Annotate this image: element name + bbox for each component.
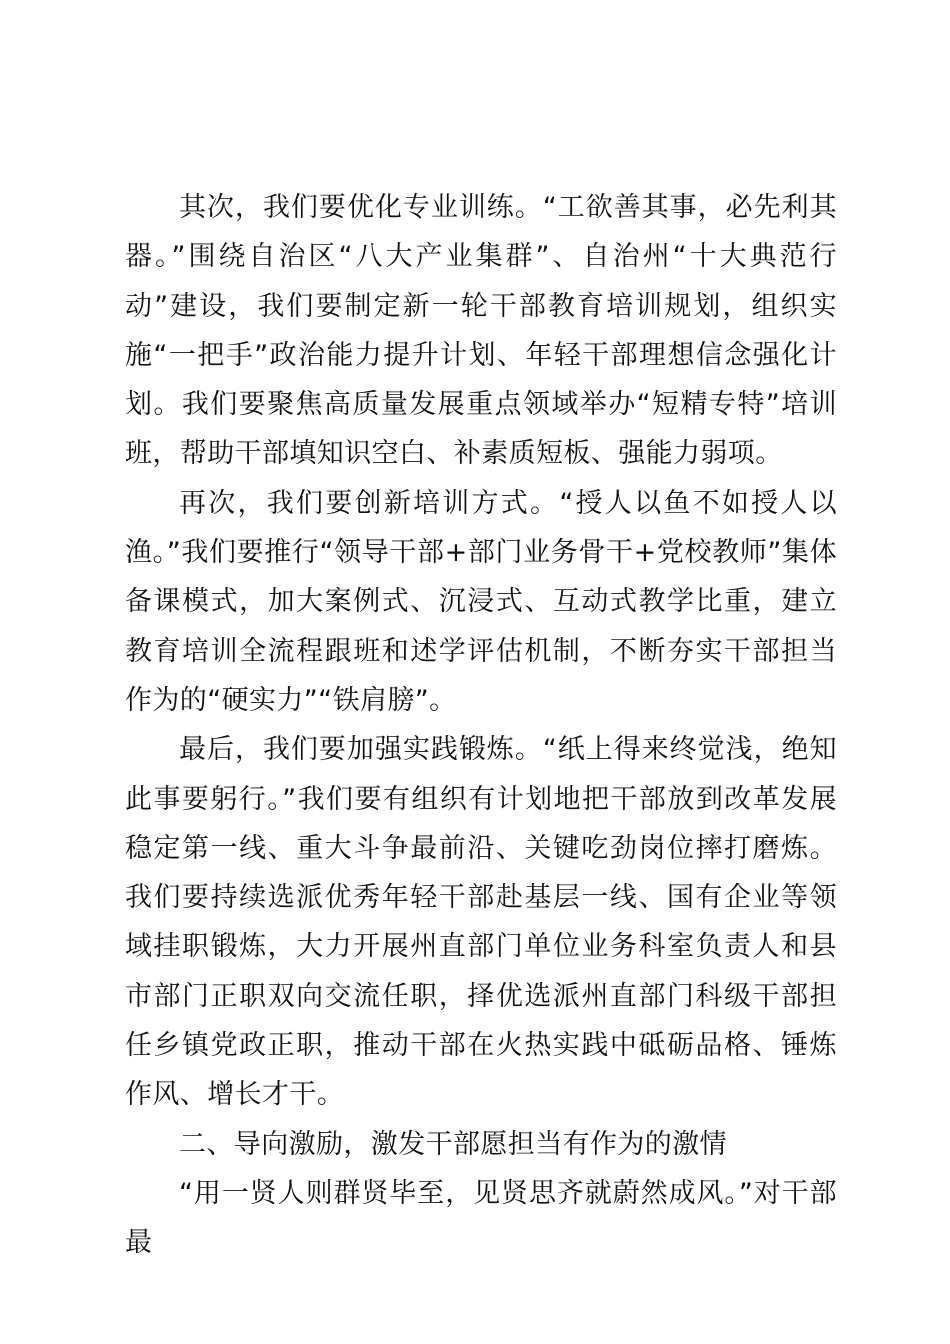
paragraph-practice: 最后，我们要加强实践锻炼。“纸上得来终觉浅，绝知此事要躬行。”我们要有组织有计划地把干部放到改革发展稳定第一线、重大斗争最前沿、关键吃劲岗位摔打磨炼。我们要持续选派优秀年轻干部赴基层一线、国有企业等领域挂职锻炼，大力开展州直部门单位业务科室负责人和县市部门正职双向交流任职，择优选派州直部门科级干部担任乡镇党政正职，推动干部在火热实践中砥砺品格、锤炼作风、增长才干。 xyxy=(125,734,837,1111)
paragraph-incentive: “用一贤人则群贤毕至，见贤思齐就蔚然成风。”对干部最 xyxy=(125,1177,837,1259)
body-text xyxy=(125,183,837,1268)
paragraph-training-methods: 再次，我们要创新培训方式。“授人以鱼不如授人以渔。”我们要推行“领导干部+部门业务骨干+党校教师”集体备课模式，加大案例式、沉浸式、互动式教学比重，建立教育培训全流程跟班和述学评估机制，不断夯实干部担当作为的“硬实力”“铁肩膀”。 xyxy=(125,487,837,716)
section-heading: 二、导向激励，激发干部愿担当有作为的激情 xyxy=(179,1128,727,1160)
paragraph-professional-training: 其次，我们要优化专业训练。“工欲善其事，必先利其器。”围绕自治区“八大产业集群”、自治州“十大典范行动”建设，我们要制定新一轮干部教育培训规划，组织实施“一把手”政治能力提升计划、年轻干部理想信念强化计划。我们要聚焦高质量发展重点领域举办“短精专特”培训班，帮助干部填知识空白、补素质短板、强能力弱项。 xyxy=(125,192,837,470)
